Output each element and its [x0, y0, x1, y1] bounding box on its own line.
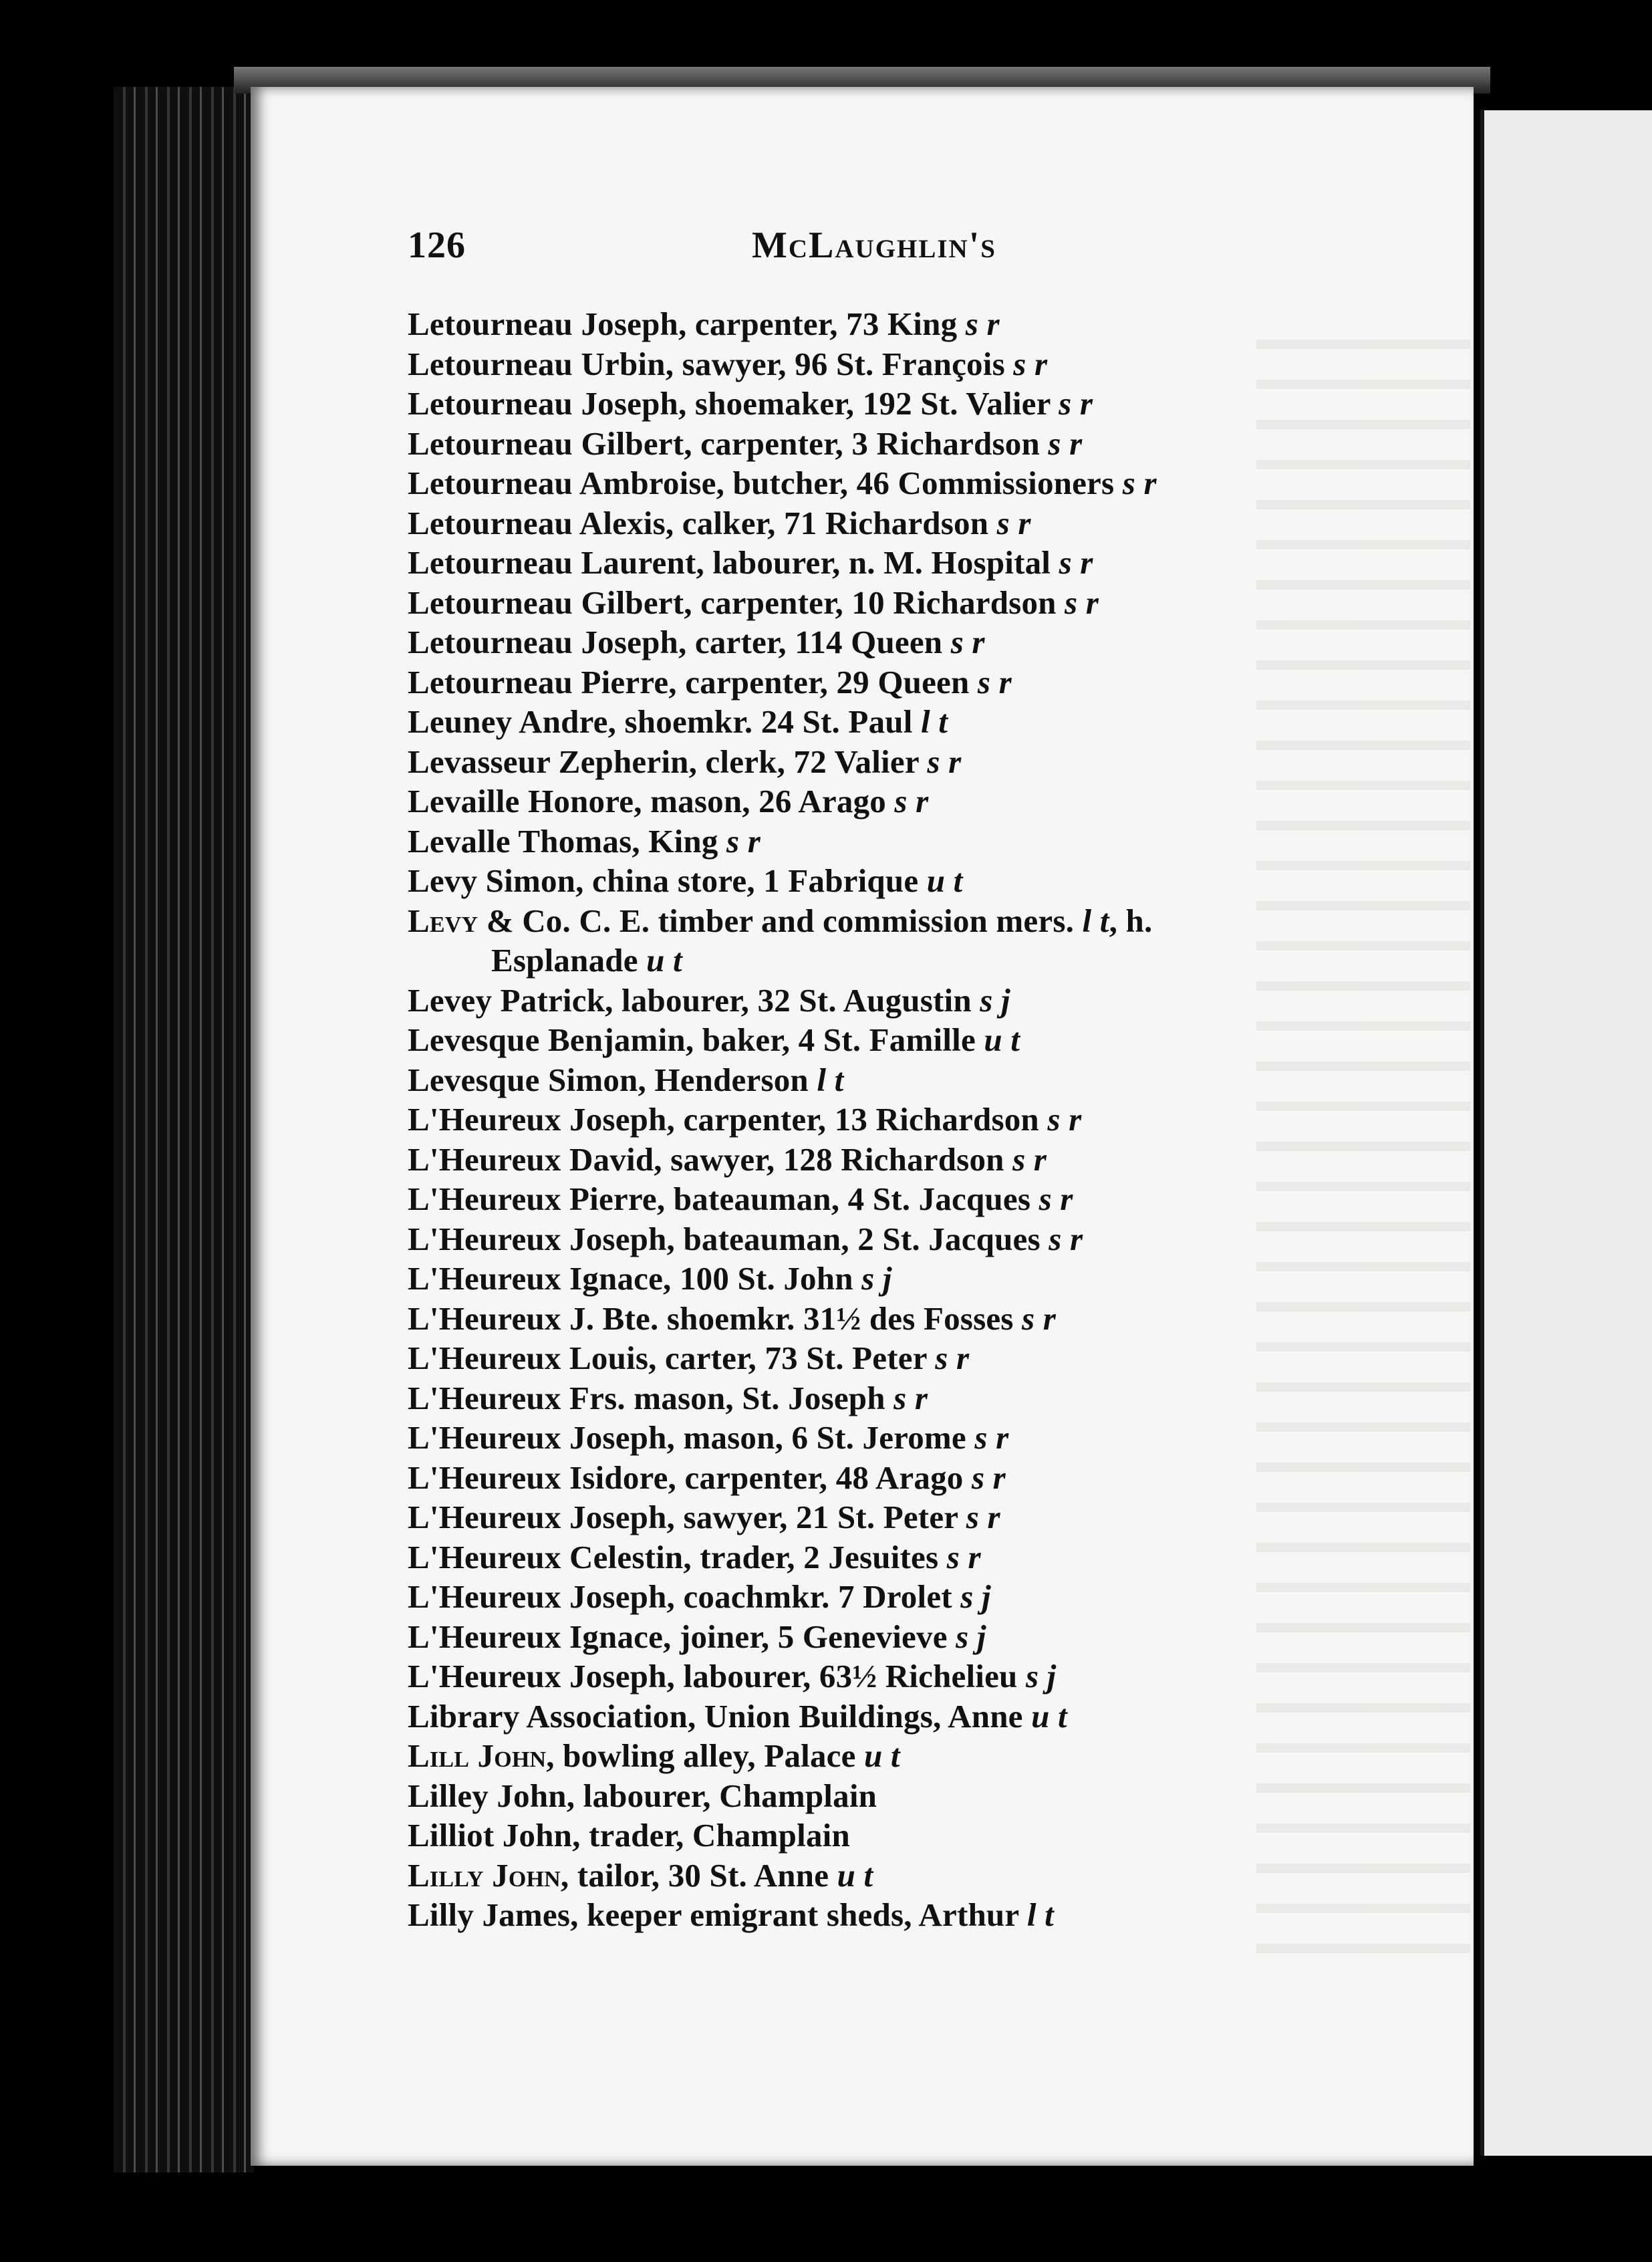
- directory-entry: [408, 1338, 1370, 1378]
- ward-abbreviation: s r: [927, 743, 962, 780]
- entry-text: Letourneau Gilbert, carpenter, 10 Richardson: [408, 584, 1057, 621]
- directory-entry: [408, 1656, 1370, 1697]
- directory-entry: [408, 781, 1370, 822]
- directory-entry: [408, 1259, 1370, 1299]
- entry-text: , tailor, 30 St. Anne: [560, 1856, 829, 1894]
- entry-text: Library Association, Union Buildings, Anne: [408, 1697, 1023, 1735]
- entry-text: L'Heureux Joseph, bateauman, 2 St. Jacques: [408, 1220, 1041, 1257]
- entry-text: Levasseur Zepherin, clerk, 72 Valier: [408, 743, 919, 780]
- directory-entry: [408, 1895, 1370, 1935]
- directory-entry: [408, 1776, 1370, 1816]
- directory-entry: [408, 1497, 1370, 1537]
- directory-entry: [408, 1537, 1370, 1578]
- directory-entry: [408, 1299, 1370, 1339]
- entry-text: Levey Patrick, labourer, 32 St. Augustin: [408, 981, 972, 1019]
- directory-entry: [408, 463, 1370, 503]
- entry-text: Esplanade: [491, 942, 638, 979]
- directory-entry: [408, 702, 1370, 742]
- ward-abbreviation: s r: [950, 624, 985, 660]
- directory-entry: [408, 822, 1370, 862]
- entry-text: & Co. C. E. timber and commission mers.: [478, 902, 1075, 939]
- directory-entry: [408, 662, 1370, 703]
- directory-entry: [408, 861, 1370, 901]
- ward-abbreviation: s r: [965, 305, 1000, 342]
- entry-text: Letourneau Joseph, shoemaker, 192 St. Valier: [408, 385, 1051, 422]
- facing-page-edge: [1480, 110, 1652, 2156]
- entry-text: L'Heureux Joseph, sawyer, 21 St. Peter: [408, 1499, 958, 1535]
- ward-abbreviation: u t: [837, 1856, 873, 1894]
- ward-abbreviation: u t: [984, 1021, 1020, 1058]
- directory-entry: [408, 1020, 1370, 1060]
- directory-entry: [408, 1060, 1370, 1100]
- directory-entry: [408, 1179, 1370, 1219]
- ward-abbreviation: s j: [980, 981, 1010, 1019]
- ward-abbreviation: s r: [996, 504, 1031, 541]
- ward-abbreviation: u t: [646, 942, 682, 979]
- entry-text: Levaille Honore, mason, 26 Arago: [408, 783, 886, 820]
- ward-abbreviation: s r: [974, 1419, 1009, 1456]
- entry-text: Letourneau Alexis, calker, 71 Richardson: [408, 504, 989, 541]
- entry-name-small-caps: Lill John: [408, 1737, 547, 1774]
- entry-text: L'Heureux Celestin, trader, 2 Jesuites: [408, 1538, 939, 1576]
- ward-abbreviation: s j: [956, 1618, 986, 1655]
- directory-entry-continuation: [408, 940, 1370, 981]
- entry-text: Letourneau Gilbert, carpenter, 3 Richardson: [408, 424, 1040, 462]
- ward-abbreviation: s r: [1065, 584, 1099, 621]
- ward-abbreviation: s r: [1022, 1299, 1057, 1337]
- entry-text: Levalle Thomas, King: [408, 822, 718, 860]
- directory-entry: [408, 981, 1370, 1021]
- page-number: 126: [408, 225, 466, 266]
- entry-text: Letourneau Joseph, carpenter, 73 King: [408, 305, 958, 342]
- ward-abbreviation: s r: [966, 1499, 1000, 1535]
- entry-text: Lilley John, labourer, Champlain: [408, 1777, 877, 1814]
- entry-text: L'Heureux Pierre, bateauman, 4 St. Jacques: [408, 1180, 1031, 1217]
- directory-entry: [408, 901, 1370, 941]
- directory-entry: [408, 1577, 1370, 1617]
- running-head: McLaughlin's: [752, 225, 996, 266]
- entry-text: L'Heureux Frs. mason, St. Joseph: [408, 1379, 885, 1416]
- ward-abbreviation: s j: [1025, 1658, 1057, 1694]
- entry-text: Letourneau Ambroise, butcher, 46 Commissioners: [408, 465, 1115, 501]
- ward-abbreviation: s r: [1122, 465, 1157, 501]
- directory-entry: [408, 344, 1370, 384]
- ward-abbreviation: s r: [971, 1459, 1006, 1496]
- entry-text: Letourneau Pierre, carpenter, 29 Queen: [408, 663, 970, 701]
- ward-abbreviation: s r: [1013, 345, 1048, 382]
- directory-entry: [408, 1100, 1370, 1140]
- directory-entry: [408, 1617, 1370, 1657]
- ward-abbreviation: s r: [1049, 1220, 1083, 1257]
- book-spine-edge: [114, 87, 254, 2172]
- directory-entry: [408, 1458, 1370, 1498]
- entry-text: Levy Simon, china store, 1 Fabrique: [408, 862, 919, 899]
- entry-text: L'Heureux Joseph, mason, 6 St. Jerome: [408, 1419, 966, 1456]
- directory-entry: [408, 583, 1370, 623]
- directory-entry: [408, 1697, 1370, 1737]
- directory-entry: [408, 503, 1370, 543]
- entry-suffix: , h.: [1109, 902, 1153, 939]
- ward-abbreviation: s r: [946, 1538, 981, 1576]
- entry-text: Lilliot John, trader, Champlain: [408, 1817, 850, 1854]
- ward-abbreviation: s r: [1047, 1101, 1082, 1138]
- entry-text: L'Heureux Ignace, joiner, 5 Genevieve: [408, 1618, 948, 1655]
- directory-entry: [408, 1736, 1370, 1776]
- entry-name-small-caps: Lilly John: [408, 1856, 561, 1894]
- entry-text: Levesque Benjamin, baker, 4 St. Famille: [408, 1021, 976, 1058]
- ward-abbreviation: s j: [960, 1578, 991, 1615]
- ward-abbreviation: s r: [1059, 385, 1093, 422]
- entry-text: Leuney Andre, shoemkr. 24 St. Paul: [408, 703, 913, 740]
- ward-abbreviation: s r: [1048, 424, 1083, 462]
- entry-text: L'Heureux Joseph, labourer, 63½ Richelieu: [408, 1658, 1018, 1694]
- ward-abbreviation: l t: [1082, 902, 1109, 939]
- entry-text: L'Heureux Ignace, 100 St. John: [408, 1260, 853, 1297]
- ward-abbreviation: s r: [977, 663, 1012, 701]
- ward-abbreviation: s r: [1012, 1140, 1047, 1178]
- ward-abbreviation: s r: [726, 822, 761, 860]
- directory-entry: [408, 622, 1370, 662]
- entry-text: L'Heureux Louis, carter, 73 St. Peter: [408, 1340, 927, 1376]
- directory-entry: [408, 384, 1370, 424]
- entry-text: L'Heureux David, sawyer, 128 Richardson: [408, 1140, 1004, 1178]
- ward-abbreviation: l t: [817, 1061, 844, 1098]
- ward-abbreviation: u t: [864, 1737, 900, 1774]
- ward-abbreviation: l t: [921, 703, 948, 740]
- entry-text: L'Heureux J. Bte. shoemkr. 31½ des Fosses: [408, 1299, 1014, 1337]
- entry-text: Levesque Simon, Henderson: [408, 1061, 809, 1098]
- ward-abbreviation: s r: [893, 1379, 928, 1416]
- directory-entry: [408, 304, 1370, 344]
- ward-abbreviation: s j: [861, 1260, 892, 1297]
- entry-name-small-caps: Levy: [408, 902, 478, 939]
- ward-abbreviation: l t: [1026, 1896, 1054, 1933]
- ward-abbreviation: s r: [894, 783, 929, 820]
- ward-abbreviation: u t: [1031, 1697, 1067, 1735]
- entry-text: Letourneau Laurent, labourer, n. M. Hospital: [408, 544, 1051, 581]
- directory-entries: [408, 304, 1370, 1935]
- page-header: [408, 224, 1076, 277]
- directory-entry: [408, 424, 1370, 464]
- entry-text: L'Heureux Joseph, coachmkr. 7 Drolet: [408, 1578, 952, 1615]
- directory-entry: [408, 543, 1370, 583]
- entry-text: L'Heureux Isidore, carpenter, 48 Arago: [408, 1459, 964, 1496]
- entry-text: Lilly James, keeper emigrant sheds, Arthur: [408, 1896, 1019, 1933]
- entry-text: , bowling alley, Palace: [546, 1737, 856, 1774]
- ward-abbreviation: s r: [935, 1340, 970, 1376]
- ward-abbreviation: u t: [926, 862, 963, 899]
- entry-text: Letourneau Joseph, carter, 114 Queen: [408, 624, 943, 660]
- directory-entry: [408, 1815, 1370, 1856]
- ward-abbreviation: s r: [1059, 544, 1093, 581]
- directory-entry: [408, 1418, 1370, 1458]
- directory-entry: [408, 1140, 1370, 1180]
- ward-abbreviation: s r: [1039, 1180, 1073, 1217]
- directory-entry: [408, 742, 1370, 782]
- entry-text: L'Heureux Joseph, carpenter, 13 Richardson: [408, 1101, 1039, 1138]
- directory-entry: [408, 1378, 1370, 1418]
- entry-text: Letourneau Urbin, sawyer, 96 St. François: [408, 345, 1005, 382]
- directory-entry: [408, 1856, 1370, 1896]
- directory-entry: [408, 1219, 1370, 1259]
